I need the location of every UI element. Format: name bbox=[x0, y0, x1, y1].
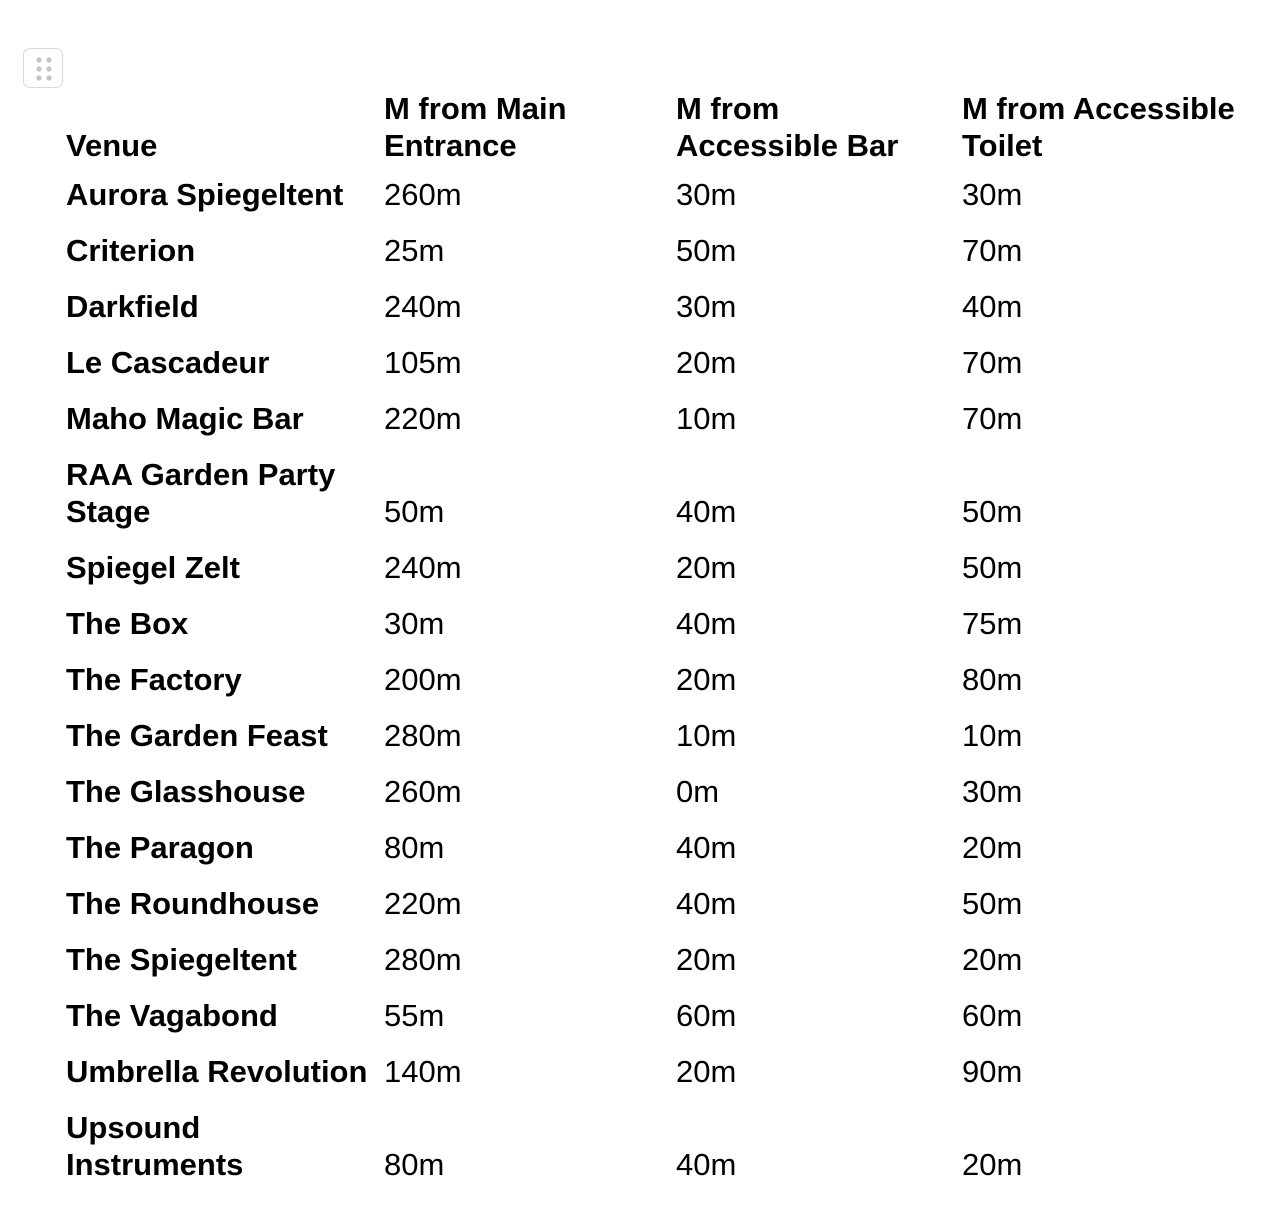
accessible-toilet-distance: 50m bbox=[962, 494, 1023, 529]
main-entrance-distance: 240m bbox=[384, 550, 462, 585]
venue-name: The Garden Feast bbox=[66, 718, 328, 753]
drag-handle-icon bbox=[24, 49, 64, 89]
accessible-toilet-distance: 40m bbox=[962, 289, 1023, 324]
header-accessible-bar: M from Accessible Bar bbox=[676, 91, 899, 163]
accessible-bar-distance: 20m bbox=[676, 1054, 737, 1089]
venue-name: The Paragon bbox=[66, 830, 254, 865]
accessible-toilet-distance: 70m bbox=[962, 345, 1023, 380]
accessible-toilet-distance: 75m bbox=[962, 606, 1023, 641]
main-entrance-distance: 220m bbox=[384, 401, 462, 436]
table-row bbox=[58, 989, 1263, 1045]
main-entrance-distance: 30m bbox=[384, 606, 445, 641]
accessible-bar-distance: 10m bbox=[676, 401, 737, 436]
accessible-bar-distance: 20m bbox=[676, 345, 737, 380]
venue-name: Maho Magic Bar bbox=[66, 401, 304, 436]
main-entrance-distance: 50m bbox=[384, 494, 445, 529]
accessible-bar-distance: 50m bbox=[676, 233, 737, 268]
venue-name: Upsound Instruments bbox=[66, 1110, 244, 1182]
main-entrance-distance: 220m bbox=[384, 886, 462, 921]
venue-name: Spiegel Zelt bbox=[66, 550, 240, 585]
main-entrance-distance: 280m bbox=[384, 942, 462, 977]
accessible-toilet-distance: 70m bbox=[962, 233, 1023, 268]
accessible-toilet-distance: 70m bbox=[962, 401, 1023, 436]
accessible-bar-distance: 20m bbox=[676, 942, 737, 977]
main-entrance-distance: 240m bbox=[384, 289, 462, 324]
accessible-toilet-distance: 90m bbox=[962, 1054, 1023, 1089]
accessible-bar-distance: 40m bbox=[676, 886, 737, 921]
venue-name: The Box bbox=[66, 606, 189, 641]
accessible-bar-distance: 20m bbox=[676, 662, 737, 697]
venue-name: The Vagabond bbox=[66, 998, 278, 1033]
accessible-toilet-distance: 20m bbox=[962, 942, 1023, 977]
main-entrance-distance: 260m bbox=[384, 177, 462, 212]
venue-name: Umbrella Revolution bbox=[66, 1054, 368, 1089]
table-row bbox=[58, 1101, 1263, 1194]
accessible-toilet-distance: 10m bbox=[962, 718, 1023, 753]
main-entrance-distance: 140m bbox=[384, 1054, 462, 1089]
main-entrance-distance: 105m bbox=[384, 345, 462, 380]
accessible-toilet-distance: 20m bbox=[962, 1147, 1023, 1182]
table-row bbox=[58, 392, 1263, 448]
accessible-toilet-distance: 30m bbox=[962, 774, 1023, 809]
accessible-toilet-distance: 50m bbox=[962, 550, 1023, 585]
table-row bbox=[58, 821, 1263, 877]
table-row bbox=[58, 933, 1263, 989]
main-entrance-distance: 200m bbox=[384, 662, 462, 697]
main-entrance-distance: 55m bbox=[384, 998, 445, 1033]
table-row bbox=[58, 1045, 1263, 1101]
venue-name: The Factory bbox=[66, 662, 242, 697]
table-row bbox=[58, 877, 1263, 933]
venue-name: The Spiegeltent bbox=[66, 942, 297, 977]
table-row bbox=[58, 336, 1263, 392]
accessible-bar-distance: 30m bbox=[676, 289, 737, 324]
main-entrance-distance: 260m bbox=[384, 774, 462, 809]
table-row bbox=[58, 280, 1263, 336]
accessible-toilet-distance: 80m bbox=[962, 662, 1023, 697]
venue-distance-table bbox=[58, 90, 1263, 1194]
drag-handle-button[interactable] bbox=[23, 48, 63, 88]
venue-name: Criterion bbox=[66, 233, 196, 268]
accessible-bar-distance: 0m bbox=[676, 774, 720, 809]
table-row bbox=[58, 765, 1263, 821]
main-entrance-distance: 280m bbox=[384, 718, 462, 753]
accessible-toilet-distance: 60m bbox=[962, 998, 1023, 1033]
venue-name: Aurora Spiegeltent bbox=[66, 177, 344, 212]
header-main-entrance: M from Main Entrance bbox=[384, 91, 567, 163]
accessible-bar-distance: 40m bbox=[676, 830, 737, 865]
accessible-toilet-distance: 30m bbox=[962, 177, 1023, 212]
header-venue: Venue bbox=[66, 128, 158, 163]
accessible-bar-distance: 40m bbox=[676, 606, 737, 641]
main-entrance-distance: 80m bbox=[384, 830, 445, 865]
table-row bbox=[58, 168, 1263, 224]
venue-name: Darkfield bbox=[66, 289, 199, 324]
venue-name: The Glasshouse bbox=[66, 774, 306, 809]
header-accessible-toilet: M from Accessible Toilet bbox=[962, 91, 1235, 163]
accessible-toilet-distance: 50m bbox=[962, 886, 1023, 921]
venue-name: RAA Garden Party Stage bbox=[66, 457, 336, 529]
venue-name: The Roundhouse bbox=[66, 886, 320, 921]
accessible-bar-distance: 20m bbox=[676, 550, 737, 585]
table-row bbox=[58, 709, 1263, 765]
table-header-row bbox=[58, 90, 1263, 168]
accessible-bar-distance: 30m bbox=[676, 177, 737, 212]
table-row bbox=[58, 448, 1263, 541]
table-row bbox=[58, 541, 1263, 597]
accessible-bar-distance: 10m bbox=[676, 718, 737, 753]
table-row bbox=[58, 597, 1263, 653]
main-entrance-distance: 25m bbox=[384, 233, 445, 268]
accessible-bar-distance: 60m bbox=[676, 998, 737, 1033]
accessible-bar-distance: 40m bbox=[676, 494, 737, 529]
table-row bbox=[58, 224, 1263, 280]
main-entrance-distance: 80m bbox=[384, 1147, 445, 1182]
table-row bbox=[58, 653, 1263, 709]
venue-name: Le Cascadeur bbox=[66, 345, 270, 380]
accessible-bar-distance: 40m bbox=[676, 1147, 737, 1182]
accessible-toilet-distance: 20m bbox=[962, 830, 1023, 865]
